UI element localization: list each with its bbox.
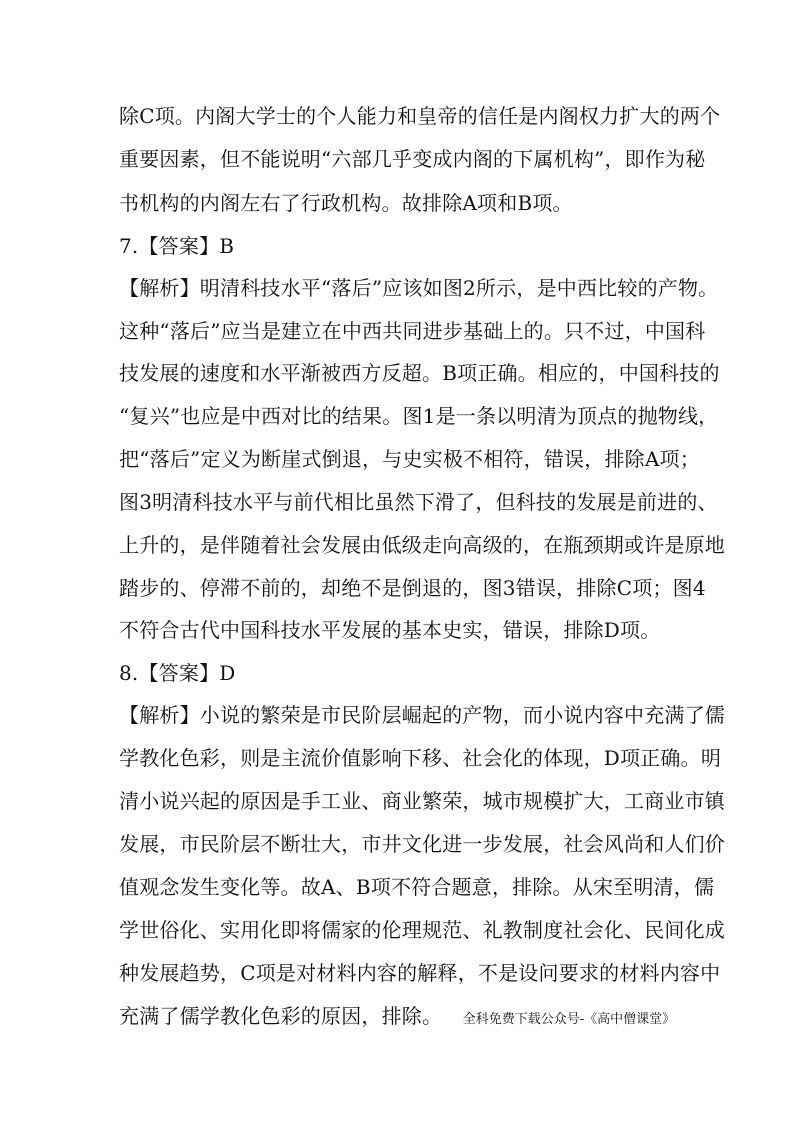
text-line: 上升的，是伴随着社会发展由低级走向高级的，在瓶颈期或许是原地 — [119, 533, 725, 557]
text-line: 重要因素，但不能说明“六部几乎变成内阁的下属机构”，即作为秘 — [119, 147, 706, 171]
text-line: 发展，市民阶层不断壮大，市井文化进一步发展，社会风尚和人们价 — [119, 832, 725, 856]
text-line: 种发展趋势，C项是对材料内容的解释，不是设问要求的材料内容中 — [119, 961, 721, 985]
answer-heading-8: 8.【答案】D — [119, 661, 236, 685]
text-line: 踏步的、停滞不前的，却绝不是倒退的，图3错误，排除C项；图4 — [119, 576, 706, 600]
text-line-content: 充满了儒学教化色彩的原因，排除。 — [119, 1004, 443, 1028]
text-line: 学教化色彩，则是主流价值影响下移、社会化的体现，D项正确。明 — [119, 746, 722, 770]
text-line: 书机构的内阁左右了行政机构。故排除A项和B项。 — [119, 191, 573, 215]
footer-note: 全科免费下载公众号-《高中僧课堂》 — [462, 1012, 676, 1027]
text-line: 不符合古代中国科技水平发展的基本史实，错误，排除D项。 — [119, 618, 661, 642]
text-line: 值观念发生变化等。故A、B项不符合题意，排除。从宋至明清，儒 — [119, 875, 715, 899]
text-line: 学世俗化、实用化即将儒家的伦理规范、礼教制度社会化、民间化成 — [119, 918, 725, 942]
text-line: 这种“落后”应当是建立在中西共同进步基础上的。只不过，中国科 — [119, 319, 706, 343]
text-line: 技发展的速度和水平渐被西方反超。B项正确。相应的，中国科技的 — [119, 361, 720, 385]
text-line-last — [119, 1003, 689, 1033]
text-line: 【解析】明清科技水平“落后”应该如图2所示，是中西比较的产物。 — [119, 276, 719, 300]
text-line: 清小说兴起的原因是手工业、商业繁荣，城市规模扩大，工商业市镇 — [119, 789, 725, 813]
text-line: 除C项。内阁大学士的个人能力和皇帝的信任是内阁权力扩大的两个 — [119, 104, 721, 128]
text-line: 【解析】小说的繁荣是市民阶层崛起的产物，而小说内容中充满了儒 — [119, 703, 725, 727]
text-line: “复兴”也应是中西对比的结果。图1是一条以明清为顶点的抛物线， — [119, 404, 719, 428]
text-line: 图3明清科技水平与前代相比虽然下滑了，但科技的发展是前进的、 — [119, 490, 718, 514]
answer-heading-7: 7.【答案】B — [119, 234, 235, 258]
text-line: 把“落后”定义为断崖式倒退，与史实极不相符，错误，排除A项； — [119, 447, 700, 471]
